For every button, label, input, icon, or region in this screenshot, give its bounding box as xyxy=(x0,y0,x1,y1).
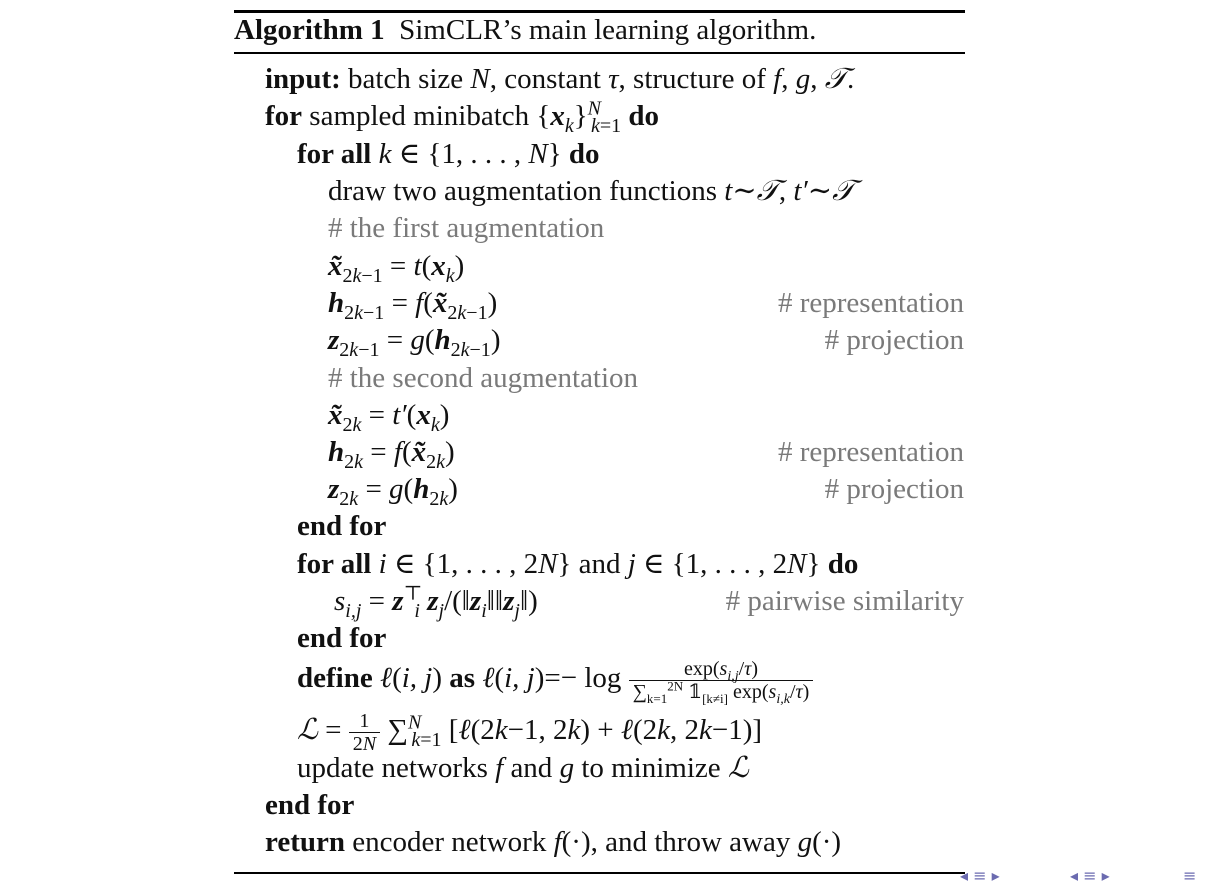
loss-fraction: $\frac{\exp(s_{i,j}/\tau)}{\sum_{k=1}^{2N} 𝟙_{[k\ne i]} \exp(s_{i,k}/\tau)}$ xyxy=(629,658,814,703)
algo-line-x-tilde-2k-1: $x̃_{2k-1} = t(x_k)$ xyxy=(328,250,465,287)
comment-representation-1: # representation xyxy=(777,287,964,319)
comment-pairwise-similarity: # pairwise similarity xyxy=(725,585,964,617)
algo-line-return: return encoder network f(·), and throw away g(·) xyxy=(265,826,842,858)
bottom-rule xyxy=(234,872,965,874)
algo-line-for-all-ij: for all i ∈ {1, . . . , 2N} and j ∈ {1, . . . , 2N} do xyxy=(297,548,859,580)
nav-menu-icon[interactable]: ≡ xyxy=(1183,866,1197,885)
end-for-outer: end for xyxy=(265,789,355,821)
algo-line-define-loss: define ℓ(i, j) as ℓ(i, j)=− log $\frac{\exp(s_{i,j}/\tau)}{\sum_{k=1}^{2N} 𝟙_{[k\ne i]} \exp(s_{i,k}/\tau)}$ xyxy=(297,658,813,703)
end-for-inner-1: end for xyxy=(297,510,387,542)
algo-line-draw: draw two augmentation functions t∼𝒯, t′∼𝒯 xyxy=(328,175,855,207)
keyword-input: input: xyxy=(265,63,341,95)
algo-line-h-2k: $h_{2k}$ = $f(x̃_{2k})$ xyxy=(328,436,455,473)
algorithm-caption xyxy=(234,13,816,47)
algo-line-x-tilde-2k: $x̃_{2k} = t'(x_k)$ xyxy=(328,399,450,436)
comment-first-augmentation: # the first augmentation xyxy=(328,212,605,244)
comment-projection-1: # projection xyxy=(824,324,964,356)
algo-line-z-2k-1: $z_{2k-1} = g(h_{2k-1})$ xyxy=(328,324,501,361)
algo-line-for-minibatch: for sampled minibatch $\{x_k\}^N_{k=1}$ do xyxy=(265,97,660,137)
normalizer-fraction: $\frac{1}{2N}$ xyxy=(349,710,380,755)
algo-line-similarity: $s_{i,j} = z^⊤_i$ $z_j/(‖z_i‖‖z_j‖)$ xyxy=(334,582,538,622)
nav-next-section-icon[interactable]: ◂ ≡ ▸ xyxy=(1070,866,1110,885)
algo-line-total-loss: ℒ = $\frac{1}{2N}$ ∑$^N_{k=1}$ [ℓ(2k−1, 2k) + ℓ(2k, 2k−1)] xyxy=(297,710,763,755)
caption-rule xyxy=(234,52,965,54)
algo-line-input: input: batch size N, constant τ, structure of f, g, 𝒯. xyxy=(265,63,855,95)
nav-prev-section-icon[interactable]: ◂ ≡ ▸ xyxy=(960,866,1000,885)
algo-line-for-all-k: for all k ∈ {1, . . . , N} do xyxy=(297,138,600,170)
algorithm-title: SimCLR’s main learning algorithm. xyxy=(399,14,817,46)
comment-representation-2: # representation xyxy=(777,436,964,468)
end-for-inner-2: end for xyxy=(297,622,387,654)
comment-second-augmentation: # the second augmentation xyxy=(328,362,639,394)
algo-line-update: update networks f and g to minimize ℒ xyxy=(297,752,749,784)
comment-projection-2: # projection xyxy=(824,473,964,505)
algo-line-h-2k-1: $h_{2k-1}$ = $f(x̃_{2k-1})$ xyxy=(328,287,498,324)
algorithm-number: Algorithm 1 xyxy=(234,14,385,46)
algo-line-z-2k: $z_{2k} = g(h_{2k})$ xyxy=(328,473,458,510)
